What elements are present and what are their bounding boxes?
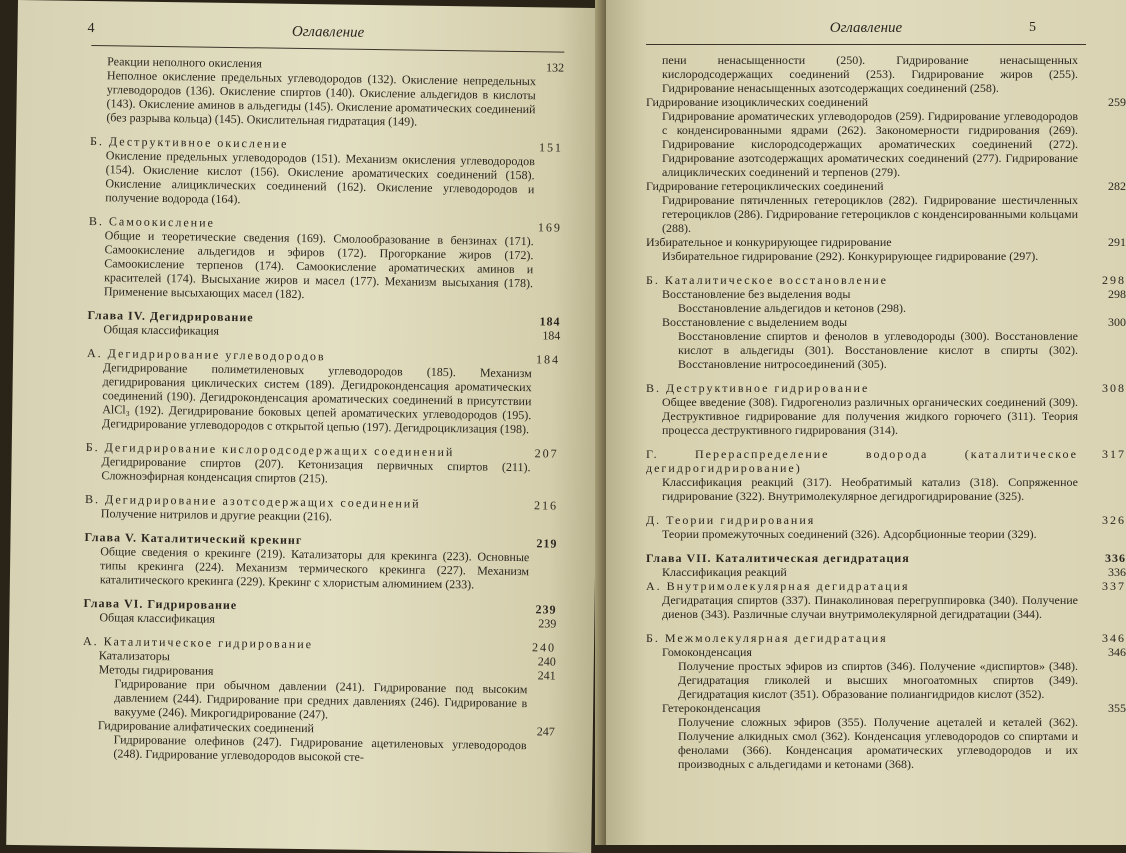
toc-entry bbox=[646, 475, 1126, 503]
toc-entry bbox=[89, 148, 563, 211]
left-header-title: Оглавление bbox=[291, 23, 365, 41]
toc-entry bbox=[646, 179, 1126, 193]
toc-entry-page: 184 bbox=[539, 314, 561, 329]
toc-entry bbox=[646, 593, 1126, 621]
toc-entry-page: 247 bbox=[536, 724, 555, 739]
right-page-header bbox=[646, 20, 1086, 45]
toc-entry-page: 300 bbox=[1108, 315, 1126, 329]
toc-entry-page: 169 bbox=[537, 220, 562, 235]
toc-entry-text: Дегидрирование полиметиленовых углеводородов (185). Механизм дегидрирования циклических систем (189). Дегидроконденсация ароматических соединений (190). Дегидроконденсация ароматических соединений в присутствии AlCl₃ (192). Дегидрирование боковых цепей ароматических углеводородов (195). Дегидрирование углеводородов с открытой цепью (197). Дегидроциклизация (198). bbox=[102, 360, 532, 437]
toc-entry-text: Окисление предельных углеводородов (151). Механизм окисления углеводородов (154). Окисление кислот (156). Окисление ароматических соединений (158). Окисление алициклических соединений (162). Окисление углеводородов и получение водорода (164). bbox=[105, 148, 535, 207]
toc-entry-text: Избирательное и конкурирующее гидрирование bbox=[646, 235, 892, 249]
toc-entry-page: 184 bbox=[542, 328, 561, 343]
toc-entry-text: Б. Дегидрирование кислородсодержащих соединений bbox=[85, 439, 455, 460]
toc-entry-text: Классификация реакций (317). Необратимый катализ (318). Сопряженное гидрирование (322). Внутримолекулярное дегидрогидрирование (325). bbox=[662, 475, 1078, 503]
toc-entry-text: Общее введение (308). Гидрогенолиз различных органических соединений (309). Деструктивное гидрирование для получения жидкого горючего (311). Теория процесса деструктивного гидрирования (314). bbox=[662, 395, 1078, 437]
toc-entry bbox=[646, 565, 1126, 579]
toc-entry-text: Гетероконденсация bbox=[662, 701, 761, 715]
right-toc-list bbox=[646, 53, 1126, 771]
toc-entry-page: 184 bbox=[535, 352, 561, 367]
toc-entry-text: Гидрирование олефинов (247). Гидрирование ацетиленовых углеводородов (248). Гидрирование углеводородов высокой сте- bbox=[113, 732, 527, 764]
toc-entry-page: 326 bbox=[1102, 513, 1126, 527]
toc-entry-text: Б. Каталитическое восстановление bbox=[646, 273, 888, 287]
toc-entry-text: пени ненасыщенности (250). Гидрирование ненасыщенных кислородсодержащих соединений (253). Гидрирование жиров (255). Гидрирование ненасыщенных азотсодержащих соединений (258). bbox=[662, 53, 1078, 95]
toc-entry-text: Общие и теоретические сведения (169). Смолообразование в бензинах (171). Самоокисление альдегидов и эфиров (172). Прогоркание жиров (172). Самоокисление терпенов (174). Самоокисление ароматических аминов и красителей (174). Высыхание жиров и масел (177). Механизм высыхания (178). Применение высыхающих масел (182). bbox=[103, 228, 534, 302]
toc-entry bbox=[646, 249, 1126, 263]
toc-entry-text: Г. Перераспределение водорода (каталитическое дегидрогидрирование) bbox=[646, 447, 1078, 475]
toc-entry-text: Глава VII. Каталитическая дегидратация bbox=[646, 551, 910, 565]
toc-entry-page: 298 bbox=[1108, 287, 1126, 301]
toc-entry-page: 291 bbox=[1108, 235, 1126, 249]
toc-entry bbox=[646, 579, 1126, 593]
toc-entry-text: Классификация реакций bbox=[662, 565, 787, 579]
toc-entry-text: Дегидрирование спиртов (207). Кетонизация первичных спиртов (211). Сложноэфирная конденсация спиртов (215). bbox=[101, 454, 531, 486]
toc-entry-text: Гидрирование пятичленных гетероциклов (282). Гидрирование шестичленных гетероциклов (286). Гидрирование гетероциклов с конденсированными кольцами (288). bbox=[662, 193, 1079, 235]
toc-entry bbox=[90, 68, 564, 131]
toc-entry-text: Реакции неполного окисления bbox=[107, 54, 262, 71]
toc-entry-page: 259 bbox=[1108, 95, 1126, 109]
toc-entry bbox=[646, 95, 1126, 109]
toc-entry-text: Получение простых эфиров из спиртов (346). Получение «диспиртов» (348). Дегидратация гликолей и высших многоатомных спиртов (349). Дегидратация кислот (351). Образование полиангидридов кислот (352). bbox=[678, 659, 1078, 701]
toc-entry bbox=[646, 645, 1126, 659]
toc-entry bbox=[646, 235, 1126, 249]
toc-entry bbox=[86, 360, 560, 437]
toc-entry-text: Теории промежуточных соединений (326). Адсорбционные теории (329). bbox=[662, 527, 1037, 541]
toc-entry bbox=[646, 513, 1126, 527]
toc-entry-text: Гидрирование алифатических соединений bbox=[97, 718, 315, 736]
toc-entry-text: А. Каталитическое гидрирование bbox=[82, 633, 314, 652]
toc-entry bbox=[646, 395, 1126, 437]
toc-entry-page: 336 bbox=[1108, 565, 1126, 579]
toc-entry bbox=[646, 527, 1126, 541]
toc-entry-text: Восстановление без выделения воды bbox=[662, 287, 851, 301]
toc-entry-text: Общие сведения о крекинге (219). Катализаторы для крекинга (223). Основные типы крекинга (224). Механизм термического крекинга (227). Механизм каталитического крекинга (229). Крекинг с хлористым алюминием (233). bbox=[99, 544, 530, 592]
toc-entry-text: Д. Теории гидрирования bbox=[646, 513, 816, 527]
right-page bbox=[606, 0, 1126, 845]
right-header-title: Оглавление bbox=[829, 20, 903, 36]
toc-entry-text: Глава VI. Гидрирование bbox=[83, 595, 238, 613]
toc-entry-page: 337 bbox=[1102, 579, 1126, 593]
toc-entry-text: В. Деструктивное гидрирование bbox=[646, 381, 870, 395]
left-page-header bbox=[87, 20, 564, 53]
toc-entry bbox=[646, 659, 1126, 701]
toc-entry-page: 239 bbox=[538, 616, 557, 631]
left-toc-list bbox=[81, 54, 564, 767]
toc-entry-page: 216 bbox=[533, 498, 559, 513]
toc-entry-text: Глава IV. Дегидрирование bbox=[87, 308, 254, 325]
toc-entry-page: 317 bbox=[1102, 447, 1126, 461]
toc-entry-text: Избирательное гидрирование (292). Конкурирующее гидрирование (297). bbox=[662, 249, 1039, 263]
toc-entry-text: Восстановление альдегидов и кетонов (298). bbox=[678, 301, 906, 315]
toc-entry bbox=[646, 287, 1126, 301]
toc-entry bbox=[646, 53, 1126, 95]
toc-entry bbox=[646, 701, 1126, 715]
toc-entry-text: Общая классификация bbox=[99, 610, 216, 626]
toc-entry-page: 308 bbox=[1102, 381, 1126, 395]
left-page-number: 4 bbox=[87, 20, 95, 37]
toc-entry-text: Восстановление с выделением воды bbox=[662, 315, 848, 329]
toc-entry bbox=[84, 544, 558, 593]
toc-entry-text: Гидрирование при обычном давлении (241). Гидрирование под высоким давлением (244). Гидрирование при средних давлениях (246). Гидрирование в вакууме (246). Микрогидрирование (247). bbox=[113, 676, 528, 722]
left-page bbox=[6, 0, 603, 853]
toc-entry bbox=[646, 715, 1126, 771]
toc-entry-text: Б. Межмолекулярная дегидратация bbox=[646, 631, 888, 645]
toc-entry-text: В. Дегидрирование азотсодержащих соединений bbox=[84, 491, 421, 511]
toc-entry-text: Неполное окисление предельных углеводородов (132). Окисление непредельных углеводородов (136). Окисление спиртов (140). Окисление альдегидов в кислоты (143). Окисление аминов в альдегиды (145). Окисление ароматических соединений (без разрыва кольца) (145). Окислительная гидратация (149). bbox=[106, 68, 537, 129]
toc-entry bbox=[646, 109, 1126, 179]
toc-entry-page: 346 bbox=[1102, 631, 1126, 645]
toc-entry-text: В. Самоокисление bbox=[88, 214, 216, 230]
toc-entry-page: 355 bbox=[1108, 701, 1126, 715]
toc-entry-page: 282 bbox=[1108, 179, 1126, 193]
toc-entry-text: Б. Деструктивное окисление bbox=[89, 134, 289, 151]
toc-entry-page: 336 bbox=[1105, 551, 1126, 565]
toc-entry-page: 240 bbox=[537, 654, 556, 669]
toc-entry bbox=[646, 381, 1126, 395]
toc-entry-text: Общая классификация bbox=[103, 322, 220, 338]
toc-entry bbox=[646, 273, 1126, 287]
toc-entry-text: Гидрирование ароматических углеводородов (259). Гидрирование углеводородов с конденсированными ядрами (262). Закономерности гидрирования (269). Гидрирование кислородсодержащих ароматических соединений (272). Гидрирование азотсодержащих ароматических соединений (277). Гидрирование алициклических соединений и терпенов (279). bbox=[662, 109, 1078, 179]
toc-entry bbox=[82, 676, 556, 725]
toc-entry bbox=[646, 329, 1126, 371]
toc-entry bbox=[646, 301, 1126, 315]
toc-entry-page: 132 bbox=[546, 60, 565, 75]
toc-entry-text: Получение сложных эфиров (355). Получение ацеталей и кеталей (362). Получение алкидных смол (362). Конденсация углеводородов со спиртами и фенолами (366). Конденсация ароматических углеводородов и их производных с альдегидами и кетонами (368). bbox=[678, 715, 1078, 771]
toc-entry-page: 241 bbox=[537, 668, 556, 683]
toc-entry-page: 207 bbox=[534, 446, 559, 461]
toc-entry-text: Методы гидрирования bbox=[98, 662, 214, 678]
toc-entry bbox=[646, 551, 1126, 565]
toc-entry bbox=[646, 631, 1126, 645]
toc-entry-page: 298 bbox=[1102, 273, 1126, 287]
toc-entry bbox=[646, 193, 1126, 235]
toc-entry-text: А. Дегидрирование углеводородов bbox=[86, 345, 326, 364]
toc-entry-text: Дегидратация спиртов (337). Пинаколиновая перегруппировка (340). Получение диенов (343). Различные случаи внутримолекулярной дегидратации (344). bbox=[662, 593, 1078, 621]
toc-entry-text: Гомоконденсация bbox=[662, 645, 752, 659]
toc-entry-page: 239 bbox=[535, 602, 557, 617]
toc-entry-page: 219 bbox=[536, 536, 558, 551]
toc-entry bbox=[85, 454, 558, 489]
toc-entry-text: Восстановление спиртов и фенолов в углеводороды (300). Восстановление кислот в альдегиды (301). Восстановление кислот в спирты (302). Восстановление нитросоединений (305). bbox=[678, 329, 1078, 371]
toc-entry bbox=[81, 732, 554, 767]
toc-entry-text: Глава V. Каталитический крекинг bbox=[84, 529, 303, 548]
toc-entry-text: Гидрирование гетероциклических соединений bbox=[646, 179, 884, 193]
toc-entry-text: Катализаторы bbox=[98, 648, 170, 664]
toc-entry bbox=[646, 447, 1126, 475]
toc-entry-page: 240 bbox=[531, 640, 557, 655]
toc-entry-text: Гидрирование изоциклических соединений bbox=[646, 95, 869, 109]
toc-entry bbox=[88, 228, 562, 305]
toc-entry-page: 346 bbox=[1108, 645, 1126, 659]
toc-entry-text: Получение нитрилов и другие реакции (216). bbox=[100, 506, 333, 524]
right-page-number: 5 bbox=[1029, 20, 1036, 35]
toc-entry-page: 151 bbox=[538, 140, 564, 155]
toc-entry-text: А. Внутримолекулярная дегидратация bbox=[646, 579, 910, 593]
toc-entry bbox=[646, 315, 1126, 329]
